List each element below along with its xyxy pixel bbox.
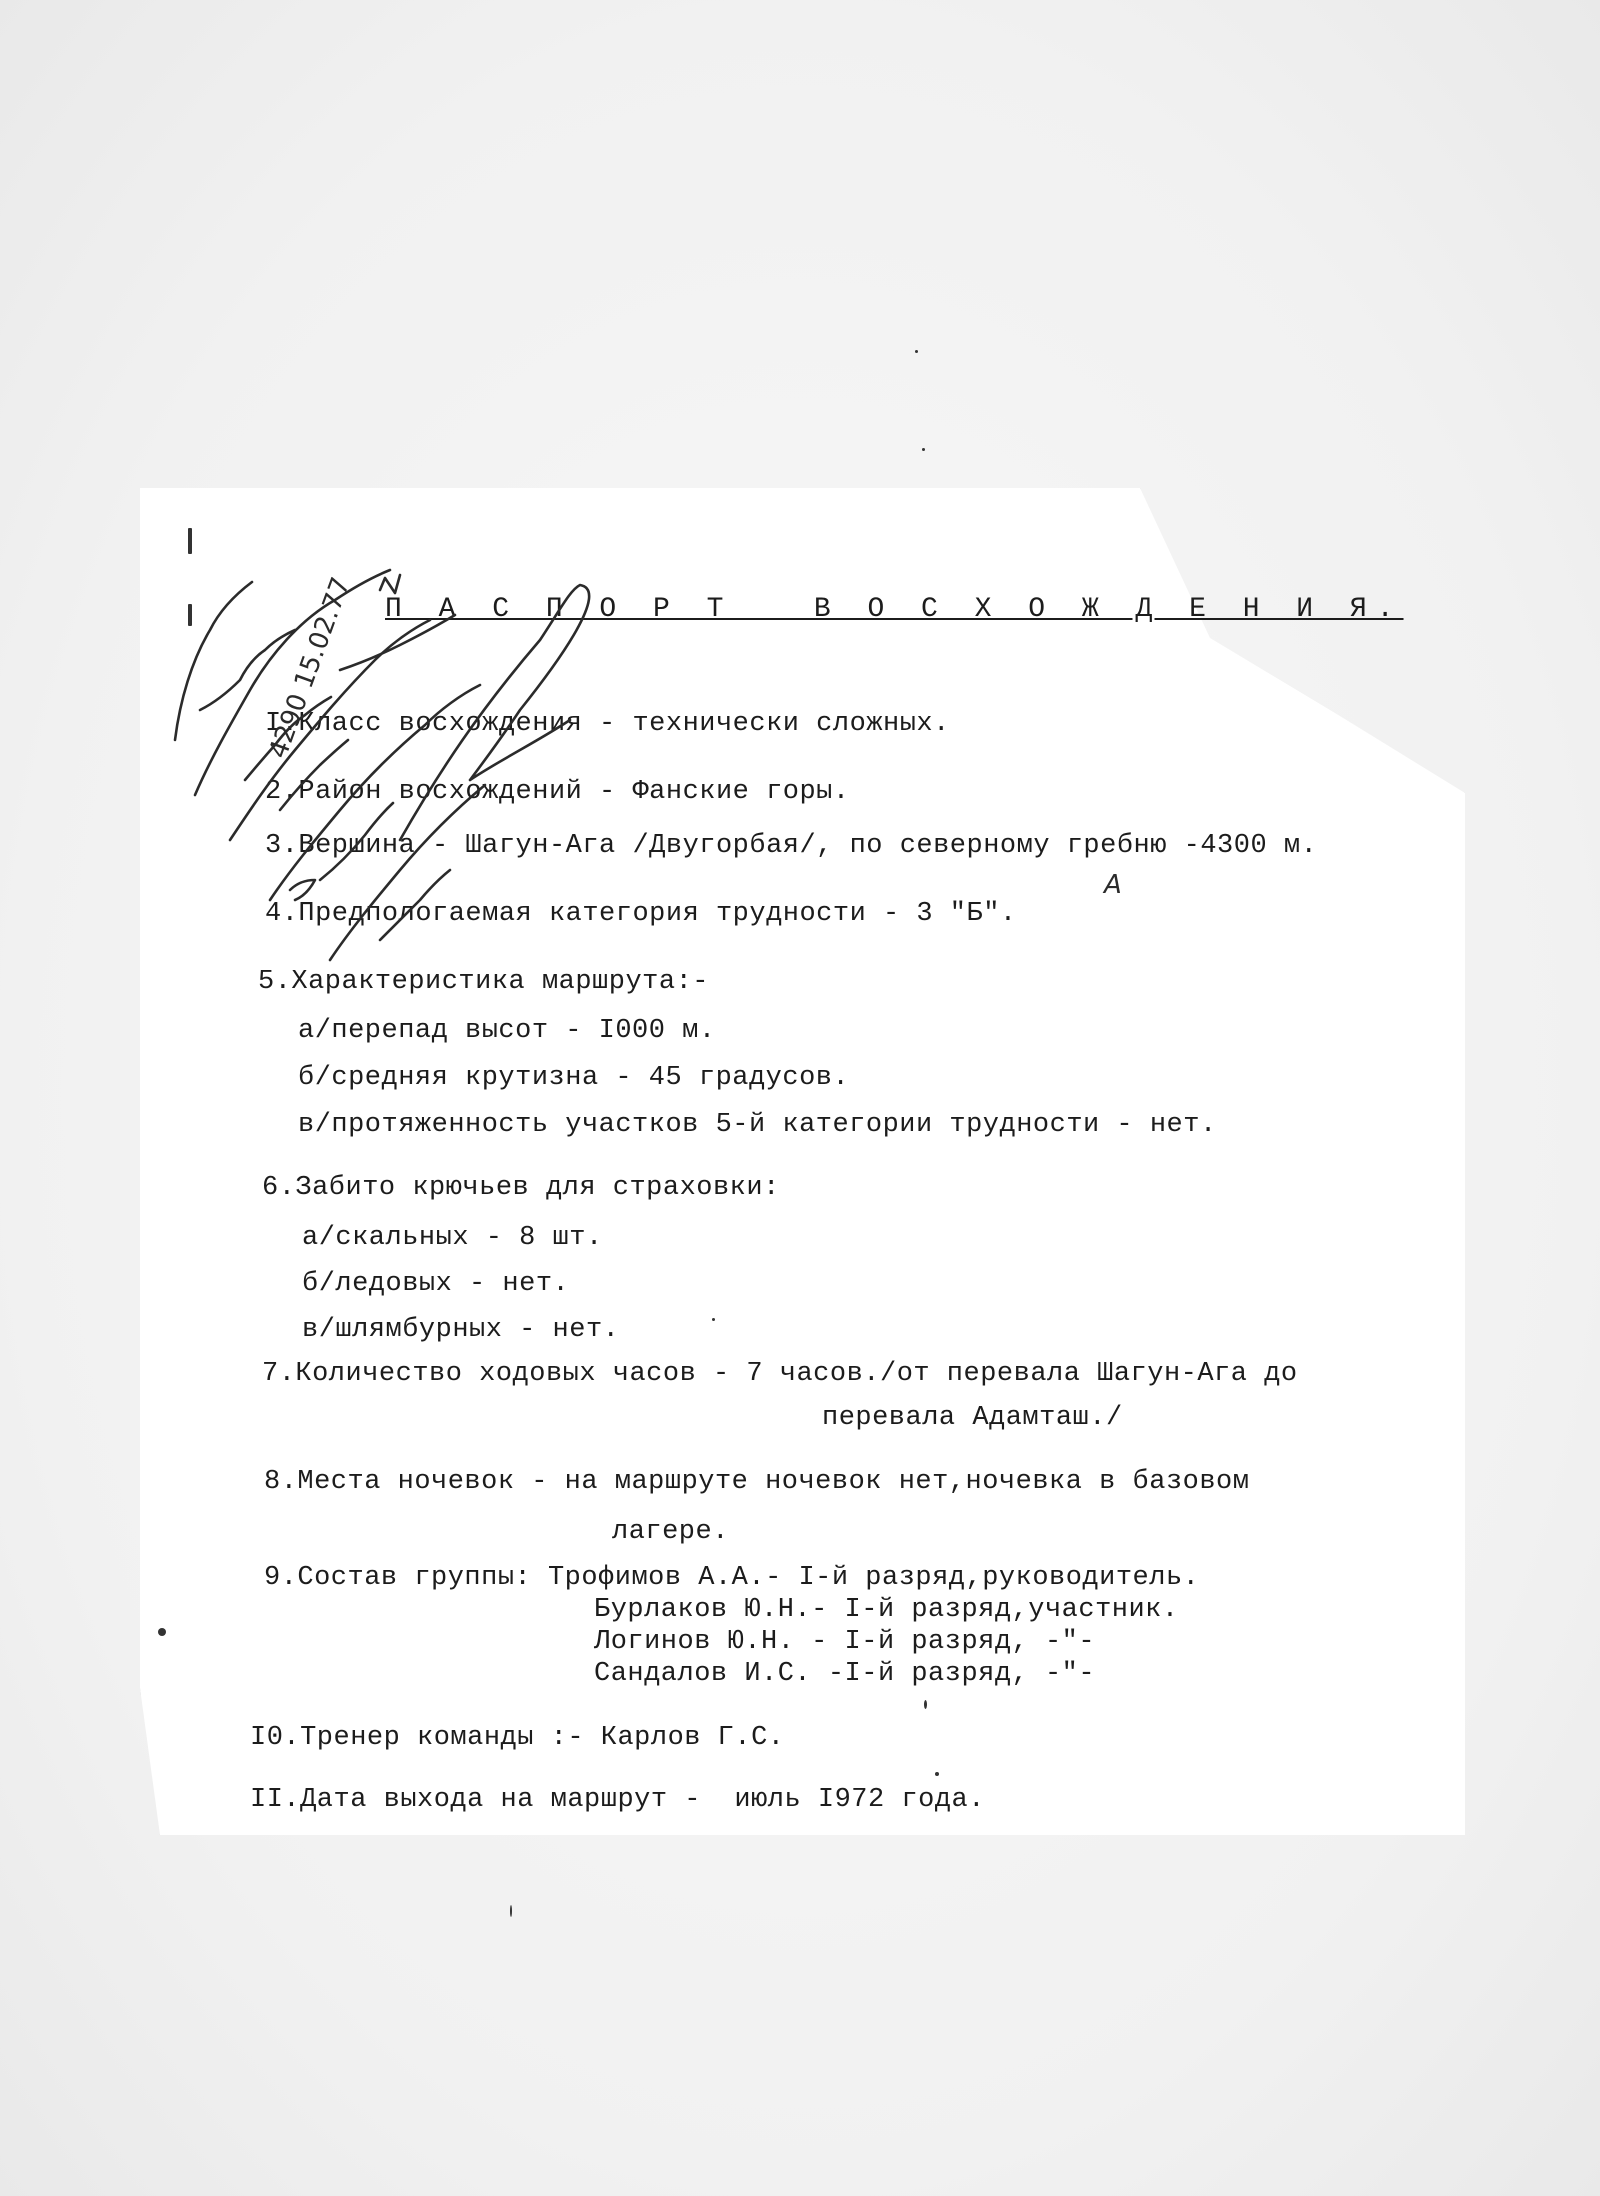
item-9-member-2: Бурлаков Ю.Н.- I-й разряд,участник.: [594, 1595, 1179, 1625]
item-6c-bolt: в/шлямбурных - нет.: [302, 1315, 620, 1345]
svg-text:4290 15.02.77: 4290 15.02.77: [263, 573, 357, 763]
item-7-continuation: перевала Адамташ./: [822, 1403, 1123, 1433]
item-9-group: 9.Состав группы: Трофимов А.А.- I-й разряд,руководитель.: [264, 1563, 1200, 1593]
item-5-route-characteristics: 5.Характеристика маршрута:-: [258, 967, 709, 997]
item-10-coach: I0.Тренер команды :- Карлов Г.С.: [250, 1723, 785, 1753]
item-6b-ice: б/ледовых - нет.: [302, 1269, 570, 1299]
item-11-departure-date: II.Дата выхода на маршрут - июль I972 года.: [250, 1785, 985, 1815]
item-6a-rock: а/скальных - 8 шт.: [302, 1223, 603, 1253]
item-3-summit: 3.Вершина - Шагун-Ага /Двугорбая/, по северному гребню -4300 м.: [265, 831, 1318, 861]
document-title: П А С П О Р Т В О С Х О Ж Д Е Н И Я.: [385, 594, 1404, 625]
item-7-hours: 7.Количество ходовых часов - 7 часов./от перевала Шагун-Ага до: [262, 1359, 1298, 1389]
item-9-member-4: Сандалов И.С. -I-й разряд, -"-: [594, 1659, 1096, 1689]
item-5b-steepness: б/средняя крутизна - 45 градусов.: [298, 1063, 850, 1093]
item-2-region: 2.Район восхождений - Фанские горы.: [265, 777, 850, 807]
item-8-overnight: 8.Места ночевок - на маршруте ночевок нет,ночевка в базовом: [264, 1467, 1250, 1497]
item-6-pitons: 6.Забито крючьев для страховки:: [262, 1173, 780, 1203]
item-1-class: I.Класс восхождения - технически сложных.: [265, 709, 950, 739]
item-8-continuation: лагере.: [612, 1517, 729, 1547]
handwritten-annotation-signature: [140, 510, 740, 990]
handwritten-correction-mark: А: [1104, 870, 1122, 900]
item-9-member-3: Логинов Ю.Н. - I-й разряд, -"-: [594, 1627, 1096, 1657]
item-5a-elevation-drop: а/перепад высот - I000 м.: [298, 1016, 716, 1046]
item-4-category: 4.Предпологаемая категория трудности - 3 "Б".: [265, 899, 1017, 929]
item-5c-sections-length: в/протяженность участков 5-й категории трудности - нет.: [298, 1110, 1217, 1140]
